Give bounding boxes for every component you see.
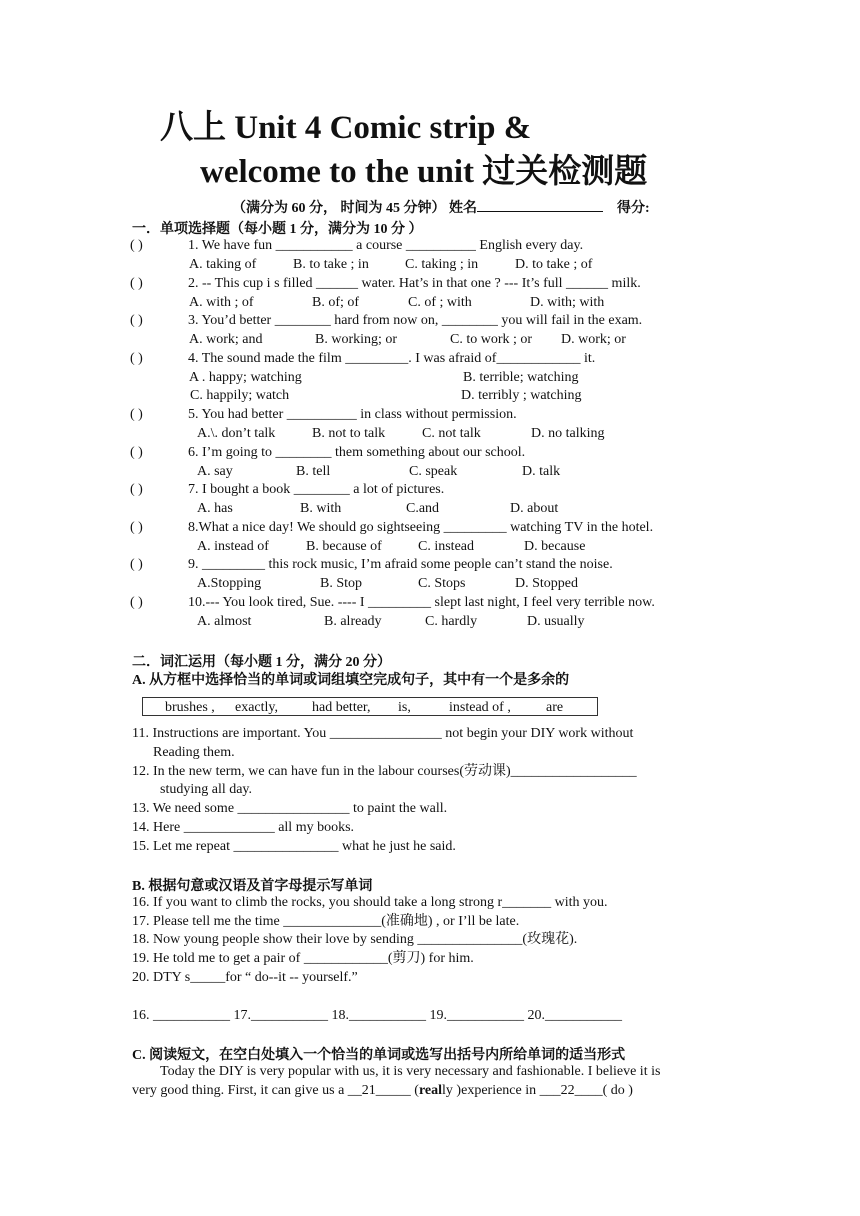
word-bank-item: had better, — [312, 700, 371, 715]
question-stem: 3. You’d better ________ hard from now on, ________ you will fail in the exam. — [188, 313, 643, 328]
option-a: A. instead of — [197, 538, 269, 554]
option-c: C. taking ; in — [405, 257, 479, 272]
word-bank-item: instead of , — [449, 700, 511, 715]
option-c: C. not talk — [422, 426, 481, 441]
question-6 — [130, 444, 525, 462]
option-a: A. with ; of — [189, 294, 254, 310]
question-1 — [130, 237, 583, 255]
option-c: C. happily; watch — [190, 387, 290, 403]
passage-line-2-a: very good thing. First, it can give us a __21_____ ( — [132, 1083, 419, 1098]
question-stem: 2. -- This cup i s filled ______ water. Hat’s in that one ? --- It’s full ______ milk. — [188, 275, 641, 291]
item-14: 14. Here _____________ all my books. — [132, 820, 355, 835]
section2-heading: 二．词汇运用（每小题 1 分，满分 20 分） — [132, 655, 391, 670]
question-2 — [130, 275, 641, 293]
option-c: C. hardly — [425, 613, 478, 629]
option-c: C. instead — [418, 538, 474, 554]
option-a: A. say — [197, 463, 233, 479]
question-stem: 1. We have fun ___________ a course __________ English every day. — [188, 238, 584, 253]
option-b: B. Stop — [320, 576, 363, 591]
question-9 — [130, 556, 613, 574]
question-10 — [130, 594, 655, 612]
passage-line-2 — [132, 1082, 633, 1100]
answer-parentheses[interactable]: ( ) — [130, 482, 143, 497]
option-d: D. terribly ; watching — [461, 387, 582, 403]
option-b: B. of; of — [312, 294, 360, 310]
option-b: B. working; or — [315, 332, 398, 347]
option-c: C.and — [406, 501, 440, 516]
item-12-cont: studying all day. — [160, 782, 253, 797]
option-c: C. speak — [409, 463, 458, 479]
option-d: D. because — [524, 538, 586, 554]
section2-partB-heading: B. 根据句意或汉语及首字母提示写单词 — [132, 879, 373, 894]
item-19: 19. He told me to get a pair of ____________(剪刀) for him. — [132, 951, 474, 966]
answer-parentheses[interactable]: ( ) — [130, 519, 143, 535]
passage-line-1: Today the DIY is very popular with us, it is very necessary and fashionable. I believe it is — [160, 1064, 661, 1079]
question-stem: 4. The sound made the film _________. I was afraid of____________ it. — [188, 350, 596, 366]
word-bank-item: is, — [398, 700, 411, 715]
option-b: B. not to talk — [312, 426, 386, 441]
item-15: 15. Let me repeat _______________ what he just he said. — [132, 839, 456, 854]
option-a: A. work; and — [189, 332, 263, 347]
meta-prefix: （满分为 60 分， 时间为 45 分钟） 姓名 — [232, 201, 477, 216]
option-d: D. talk — [522, 463, 561, 479]
option-a: A.Stopping — [197, 576, 262, 591]
item-17: 17. Please tell me the time ______________(准确地) , or I’ll be late. — [132, 914, 520, 929]
option-d: D. with; with — [530, 294, 605, 310]
question-stem: 5. You had better __________ in class without permission. — [188, 407, 517, 422]
answer-parentheses[interactable]: ( ) — [130, 594, 143, 610]
question-stem: 8.What a nice day! We should go sightseeing _________ watching TV in the hotel. — [188, 519, 654, 535]
question-stem: 7. I bought a book ________ a lot of pictures. — [188, 482, 445, 497]
item-13: 13. We need some ________________ to paint the wall. — [132, 801, 448, 816]
option-b: B. tell — [296, 463, 331, 479]
word-bank-item: brushes , — [165, 700, 215, 715]
option-b: B. because of — [306, 538, 382, 554]
question-7 — [130, 481, 444, 499]
section1-heading: 一．单项选择题（每小题 1 分，满分为 10 分 ） — [132, 222, 423, 237]
score-label: 得分: — [617, 201, 650, 216]
answer-parentheses[interactable]: ( ) — [130, 350, 143, 366]
option-a: A.\. don’t talk — [197, 426, 276, 441]
item-11: 11. Instructions are important. You ________________ not begin your DIY work without — [132, 726, 634, 741]
option-c: C. Stops — [418, 576, 466, 591]
word-bank-box — [142, 697, 598, 716]
title-line-2: welcome to the unit 过关检测题 — [200, 154, 648, 190]
answer-parentheses[interactable]: ( ) — [130, 407, 143, 422]
option-d: D. Stopped — [515, 576, 578, 591]
option-d: D. to take ; of — [515, 257, 593, 272]
option-d: D. work; or — [561, 332, 626, 347]
option-b: B. already — [324, 613, 382, 629]
option-a: A . happy; watching — [189, 369, 302, 385]
section2-partA-heading: A. 从方框中选择恰当的单词或词组填空完成句子，其中有一个是多余的 — [132, 673, 570, 688]
question-4 — [130, 350, 595, 368]
option-b: B. to take ; in — [293, 257, 369, 272]
answer-parentheses[interactable]: ( ) — [130, 238, 143, 253]
option-c: C. of ; with — [408, 294, 472, 310]
option-a: A. almost — [197, 613, 252, 629]
option-b: B. terrible; watching — [463, 369, 579, 385]
answer-parentheses[interactable]: ( ) — [130, 313, 143, 328]
question-5 — [130, 406, 517, 424]
exam-meta — [232, 197, 650, 217]
item-16: 16. If you want to climb the rocks, you should take a long strong r_______ with you. — [132, 895, 608, 910]
answer-line: 16. ___________ 17.___________ 18.___________ 19.___________ 20.___________ — [132, 1008, 622, 1023]
question-stem: 6. I’m going to ________ them something about our school. — [188, 444, 526, 460]
option-a: A. has — [197, 501, 233, 516]
item-11-cont: Reading them. — [153, 745, 235, 760]
option-c: C. to work ; or — [450, 332, 533, 347]
title-line-1: 八上 Unit 4 Comic strip & — [160, 110, 532, 146]
word-bank-item: are — [546, 700, 564, 715]
section2-partC-heading: C. 阅读短文，在空白处填入一个恰当的单词或选写出括号内所给单词的适当形式 — [132, 1048, 626, 1063]
passage-line-2-b: ly )experience in ___22____( do ) — [442, 1083, 633, 1098]
option-b: B. with — [300, 501, 342, 516]
question-3 — [130, 312, 642, 330]
answer-parentheses[interactable]: ( ) — [130, 557, 143, 572]
option-d: D. no talking — [531, 426, 605, 441]
question-stem: 9. _________ this rock music, I’m afraid some people can’t stand the noise. — [188, 557, 613, 572]
question-stem: 10.--- You look tired, Sue. ---- I _________ slept last night, I feel very terrible now. — [188, 594, 655, 610]
option-d: D. usually — [527, 613, 585, 629]
passage-line-2-bold: real — [418, 1083, 443, 1098]
item-12: 12. In the new term, we can have fun in the labour courses(劳动课)__________________ — [132, 764, 637, 779]
word-bank-item: exactly, — [235, 700, 279, 715]
item-20: 20. DTY s_____for “ do--it -- yourself.” — [132, 970, 358, 985]
option-a: A. taking of — [189, 257, 257, 272]
answer-parentheses[interactable]: ( ) — [130, 275, 143, 291]
answer-parentheses[interactable]: ( ) — [130, 444, 143, 460]
question-8 — [130, 519, 653, 537]
name-blank — [477, 199, 603, 212]
option-d: D. about — [510, 501, 559, 516]
item-18: 18. Now young people show their love by sending _______________(玫瑰花). — [132, 932, 578, 947]
